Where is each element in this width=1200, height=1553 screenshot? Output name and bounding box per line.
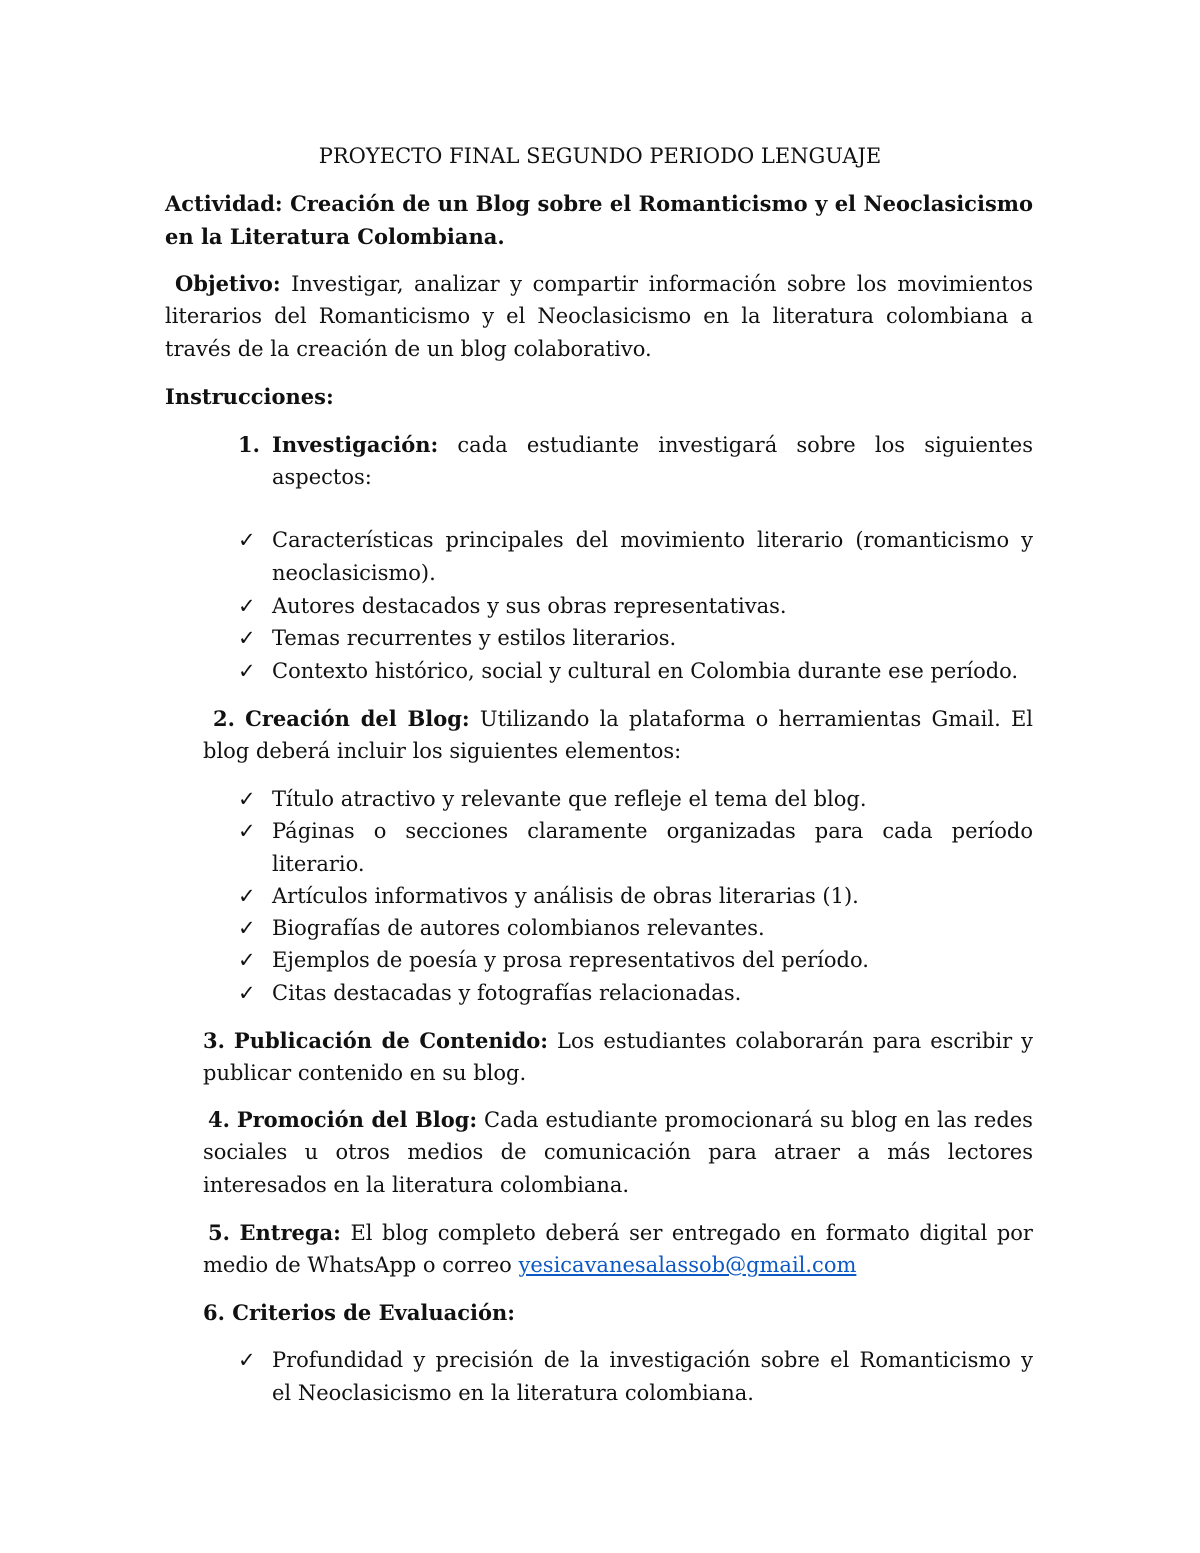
objetivo-line-1 — [175, 267, 1033, 301]
item-2-label: Creación del Blog: — [245, 706, 470, 731]
item-2-bullet-3: Artículos informativos y análisis de obras literarias (1). — [272, 884, 859, 908]
item-1-line-1 — [272, 428, 1033, 462]
item-1-line-2: aspectos: — [272, 465, 372, 489]
actividad-line-1: Actividad: Creación de un Blog sobre el Romanticismo y el Neoclasicismo — [165, 191, 1033, 216]
item-2-bullet-1: Título atractivo y relevante que refleje el tema del blog. — [272, 787, 867, 811]
item-1-bullet-3: Temas recurrentes y estilos literarios. — [272, 626, 677, 650]
item-3-number: 3. — [203, 1028, 225, 1053]
item-3-line-2: publicar contenido en su blog. — [203, 1061, 527, 1085]
item-6-label: Criterios de Evaluación: — [232, 1300, 516, 1325]
item-5-line-2 — [203, 1249, 856, 1282]
objetivo-text-1: Investigar, analizar y compartir información sobre los movimientos — [291, 272, 1033, 296]
item-5-number: 5. — [208, 1220, 230, 1245]
item-2-bullet-4: Biografías de autores colombianos relevantes. — [272, 916, 765, 940]
item-2-bullet-5: Ejemplos de poesía y prosa representativos del período. — [272, 948, 869, 972]
checkmark-icon: ✓ — [238, 819, 256, 843]
instrucciones-heading: Instrucciones: — [165, 384, 334, 409]
item-5-label: Entrega: — [239, 1220, 341, 1245]
checkmark-icon: ✓ — [238, 626, 256, 650]
item-3-label: Publicación de Contenido: — [233, 1028, 549, 1053]
checkmark-icon: ✓ — [238, 659, 256, 683]
item-6-bullet-1-line-1: Profundidad y precisión de la investigación sobre el Romanticismo y — [272, 1348, 1033, 1372]
actividad-line-2: en la Literatura Colombiana. — [165, 224, 505, 249]
item-5-line-1 — [208, 1216, 1033, 1250]
item-4-label: Promoción del Blog: — [236, 1107, 478, 1132]
item-2-bullet-2-line-1: Páginas o secciones claramente organizadas para cada período — [272, 819, 1033, 843]
checkmark-icon: ✓ — [238, 1348, 256, 1372]
item-2-bullet-6: Citas destacadas y fotografías relacionadas. — [272, 981, 742, 1005]
objetivo-label: Objetivo: — [175, 271, 281, 296]
objetivo-line-3: través de la creación de un blog colaborativo. — [165, 337, 652, 361]
item-1-bullet-2: Autores destacados y sus obras representativas. — [272, 594, 787, 618]
item-5-text-2: medio de WhatsApp o correo — [203, 1253, 512, 1277]
item-4-line-3: interesados en la literatura colombiana. — [203, 1173, 630, 1197]
checkmark-icon: ✓ — [238, 594, 256, 618]
item-4-number: 4. — [208, 1107, 230, 1132]
checkmark-icon: ✓ — [238, 884, 256, 908]
document-title: PROYECTO FINAL SEGUNDO PERIODO LENGUAJE — [318, 144, 882, 168]
item-2-text-1: Utilizando la plataforma o herramientas Gmail. El — [479, 707, 1033, 731]
item-1-bullet-4: Contexto histórico, social y cultural en Colombia durante ese período. — [272, 659, 1019, 683]
item-3-line-1 — [203, 1024, 1033, 1058]
item-3-text-1: Los estudiantes colaborarán para escribir y — [557, 1029, 1033, 1053]
item-1-bullet-1-line-1: Características principales del movimiento literario (romanticismo y — [272, 528, 1033, 552]
item-2-line-1 — [213, 702, 1033, 736]
email-link[interactable]: yesicavanesalassob@gmail.com — [518, 1253, 857, 1277]
item-1-text-1: cada estudiante investigará sobre los siguientes — [457, 433, 1033, 457]
item-1-label: Investigación: — [272, 432, 439, 457]
item-4-text-1: Cada estudiante promocionará su blog en las redes — [484, 1108, 1033, 1132]
item-4-line-2: sociales u otros medios de comunicación para atraer a más lectores — [203, 1140, 1033, 1164]
item-6-bullet-1-line-2: el Neoclasicismo en la literatura colombiana. — [272, 1381, 754, 1405]
checkmark-icon: ✓ — [238, 528, 256, 552]
checkmark-icon: ✓ — [238, 948, 256, 972]
item-2-line-2: blog deberá incluir los siguientes elementos: — [203, 739, 682, 763]
item-1-number: 1. — [238, 432, 260, 457]
item-6-heading — [203, 1296, 515, 1329]
objetivo-line-2: literarios del Romanticismo y el Neoclasicismo en la literatura colombiana a — [165, 304, 1033, 328]
item-4-line-1 — [208, 1103, 1033, 1137]
item-2-bullet-2-line-2: literario. — [272, 852, 365, 876]
item-6-number: 6. — [203, 1300, 225, 1325]
checkmark-icon: ✓ — [238, 981, 256, 1005]
checkmark-icon: ✓ — [238, 916, 256, 940]
item-1-bullet-1-line-2: neoclasicismo). — [272, 561, 436, 585]
item-2-number: 2. — [213, 706, 235, 731]
item-5-text-1: El blog completo deberá ser entregado en formato digital por — [350, 1221, 1033, 1245]
checkmark-icon: ✓ — [238, 787, 256, 811]
